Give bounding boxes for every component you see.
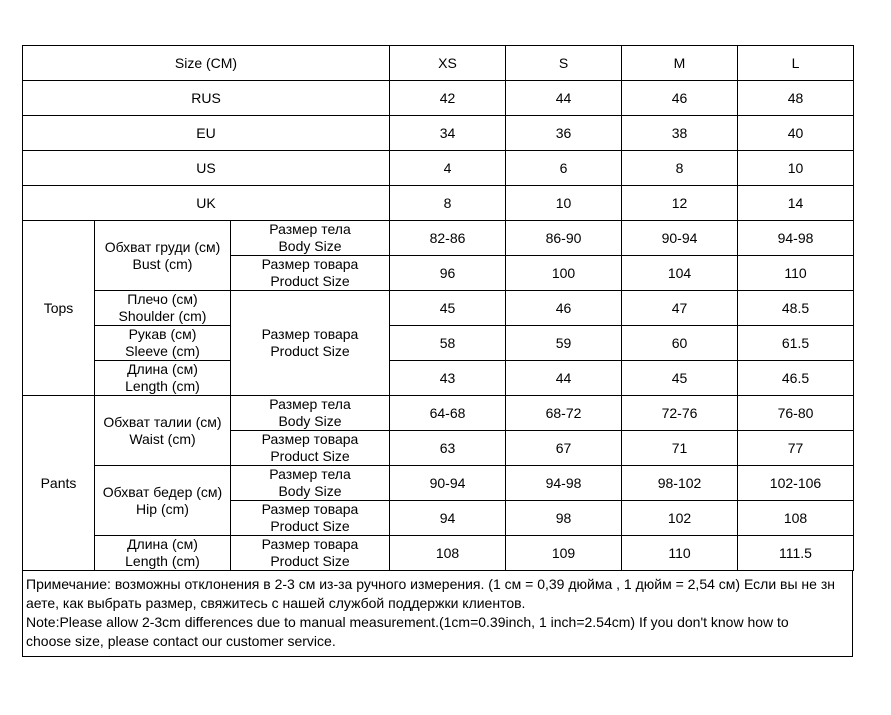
size-type-label bbox=[231, 396, 390, 431]
size-type-en: Body Size bbox=[278, 238, 342, 254]
size-type-ru: Размер тела bbox=[269, 396, 351, 412]
table-cell: 82-86 bbox=[390, 221, 506, 256]
table-cell: 67 bbox=[506, 431, 622, 466]
table-cell: 46 bbox=[506, 291, 622, 326]
table-cell: 46 bbox=[622, 81, 738, 116]
table-cell: 14 bbox=[738, 186, 854, 221]
table-cell: 58 bbox=[390, 326, 506, 361]
section-label-tops: Tops bbox=[23, 221, 95, 396]
row-label-us: US bbox=[23, 151, 390, 186]
measurement-note bbox=[22, 571, 853, 657]
table-cell: 59 bbox=[506, 326, 622, 361]
table-cell: 94 bbox=[390, 501, 506, 536]
table-cell: 102-106 bbox=[738, 466, 854, 501]
table-cell: 6 bbox=[506, 151, 622, 186]
table-row bbox=[23, 326, 854, 361]
table-row bbox=[23, 116, 854, 151]
table-cell: 98 bbox=[506, 501, 622, 536]
size-table bbox=[22, 45, 854, 571]
size-type-label bbox=[231, 221, 390, 256]
table-cell: 12 bbox=[622, 186, 738, 221]
table-row bbox=[23, 466, 854, 501]
size-type-en: Product Size bbox=[270, 518, 350, 534]
row-label-rus: RUS bbox=[23, 81, 390, 116]
table-cell: 90-94 bbox=[622, 221, 738, 256]
table-cell: 108 bbox=[390, 536, 506, 571]
table-cell: 44 bbox=[506, 81, 622, 116]
size-type-label bbox=[231, 431, 390, 466]
size-type-en: Product Size bbox=[270, 553, 350, 569]
measure-label-shoulder bbox=[95, 291, 231, 326]
header-row bbox=[23, 46, 854, 81]
measure-ru: Рукав (см) bbox=[128, 326, 197, 342]
measure-label-waist bbox=[95, 396, 231, 466]
size-header-s: S bbox=[506, 46, 622, 81]
table-cell: 8 bbox=[390, 186, 506, 221]
table-cell: 68-72 bbox=[506, 396, 622, 431]
table-cell: 108 bbox=[738, 501, 854, 536]
measure-ru: Плечо (см) bbox=[127, 291, 198, 307]
section-label-pants: Pants bbox=[23, 396, 95, 571]
table-cell: 96 bbox=[390, 256, 506, 291]
table-cell: 47 bbox=[622, 291, 738, 326]
table-cell: 36 bbox=[506, 116, 622, 151]
table-cell: 8 bbox=[622, 151, 738, 186]
table-cell: 90-94 bbox=[390, 466, 506, 501]
table-cell: 100 bbox=[506, 256, 622, 291]
table-cell: 45 bbox=[622, 361, 738, 396]
measure-ru: Обхват груди (см) bbox=[104, 238, 221, 255]
table-cell: 10 bbox=[738, 151, 854, 186]
table-cell: 104 bbox=[622, 256, 738, 291]
measure-ru: Обхват бедер (см) bbox=[102, 483, 223, 500]
size-type-en: Product Size bbox=[270, 448, 350, 464]
measure-en: Waist (cm) bbox=[129, 430, 196, 447]
table-cell: 64-68 bbox=[390, 396, 506, 431]
row-label-uk: UK bbox=[23, 186, 390, 221]
table-cell: 42 bbox=[390, 81, 506, 116]
table-cell: 63 bbox=[390, 431, 506, 466]
table-row bbox=[23, 536, 854, 571]
size-header-label: Size (CM) bbox=[23, 46, 390, 81]
measure-en: Sleeve (cm) bbox=[125, 343, 200, 359]
table-row bbox=[23, 291, 854, 326]
note-ru-line-2: аете, как выбрать размер, свяжитесь с нашей службой поддержки клиентов. bbox=[26, 595, 526, 611]
size-header-m: M bbox=[622, 46, 738, 81]
size-type-en: Body Size bbox=[278, 483, 342, 499]
size-header-l: L bbox=[738, 46, 854, 81]
table-cell: 43 bbox=[390, 361, 506, 396]
measure-label-sleeve bbox=[95, 326, 231, 361]
size-type-label bbox=[231, 536, 390, 571]
size-type-label bbox=[231, 256, 390, 291]
measure-en: Bust (cm) bbox=[132, 255, 193, 272]
table-cell: 76-80 bbox=[738, 396, 854, 431]
row-label-eu: EU bbox=[23, 116, 390, 151]
measure-ru: Обхват талии (см) bbox=[103, 413, 222, 430]
table-cell: 86-90 bbox=[506, 221, 622, 256]
table-cell: 38 bbox=[622, 116, 738, 151]
measure-label-length bbox=[95, 361, 231, 396]
table-cell: 60 bbox=[622, 326, 738, 361]
size-type-en: Product Size bbox=[270, 343, 350, 359]
note-ru-line-1: Примечание: возможны отклонения в 2-3 см из-за ручного измерения. (1 см = 0,39 дюйма , 1 дюйм = 2,54 см) Если вы не зн bbox=[26, 576, 835, 592]
table-cell: 72-76 bbox=[622, 396, 738, 431]
size-chart bbox=[22, 45, 853, 657]
size-type-ru: Размер товара bbox=[261, 326, 359, 342]
measure-en: Length (cm) bbox=[125, 553, 200, 569]
table-cell: 110 bbox=[738, 256, 854, 291]
measure-ru: Длина (см) bbox=[127, 536, 198, 552]
size-type-ru: Размер тела bbox=[269, 221, 351, 237]
table-cell: 45 bbox=[390, 291, 506, 326]
table-row bbox=[23, 396, 854, 431]
table-cell: 109 bbox=[506, 536, 622, 571]
measure-en: Hip (cm) bbox=[136, 500, 189, 517]
size-type-ru: Размер товара bbox=[261, 501, 359, 517]
table-cell: 110 bbox=[622, 536, 738, 571]
size-header-xs: XS bbox=[390, 46, 506, 81]
size-type-label bbox=[231, 291, 390, 396]
size-type-label bbox=[231, 466, 390, 501]
table-cell: 10 bbox=[506, 186, 622, 221]
table-cell: 102 bbox=[622, 501, 738, 536]
table-cell: 71 bbox=[622, 431, 738, 466]
table-row bbox=[23, 221, 854, 256]
table-cell: 77 bbox=[738, 431, 854, 466]
table-cell: 48.5 bbox=[738, 291, 854, 326]
note-en-line-2: choose size, please contact our customer service. bbox=[26, 633, 336, 649]
measure-en: Length (cm) bbox=[125, 378, 200, 394]
table-cell: 111.5 bbox=[738, 536, 854, 571]
table-cell: 46.5 bbox=[738, 361, 854, 396]
size-type-en: Body Size bbox=[278, 413, 342, 429]
table-cell: 94-98 bbox=[506, 466, 622, 501]
table-cell: 98-102 bbox=[622, 466, 738, 501]
note-en-line-1: Note:Please allow 2-3cm differences due to manual measurement.(1cm=0.39inch, 1 inch=2.54cm) If you don't know how to bbox=[26, 614, 789, 630]
measure-label-pants-length bbox=[95, 536, 231, 571]
table-row bbox=[23, 186, 854, 221]
table-row bbox=[23, 361, 854, 396]
table-cell: 48 bbox=[738, 81, 854, 116]
table-cell: 34 bbox=[390, 116, 506, 151]
measure-label-hip bbox=[95, 466, 231, 536]
table-cell: 44 bbox=[506, 361, 622, 396]
table-cell: 40 bbox=[738, 116, 854, 151]
size-type-ru: Размер товара bbox=[261, 256, 359, 272]
table-row bbox=[23, 151, 854, 186]
measure-en: Shoulder (cm) bbox=[118, 308, 207, 324]
size-type-ru: Размер тела bbox=[269, 466, 351, 482]
measure-ru: Длина (см) bbox=[127, 361, 198, 377]
size-type-ru: Размер товара bbox=[261, 431, 359, 447]
size-type-label bbox=[231, 501, 390, 536]
table-cell: 4 bbox=[390, 151, 506, 186]
size-type-ru: Размер товара bbox=[261, 536, 359, 552]
measure-label-bust bbox=[95, 221, 231, 291]
table-cell: 94-98 bbox=[738, 221, 854, 256]
size-type-en: Product Size bbox=[270, 273, 350, 289]
table-cell: 61.5 bbox=[738, 326, 854, 361]
table-row bbox=[23, 81, 854, 116]
